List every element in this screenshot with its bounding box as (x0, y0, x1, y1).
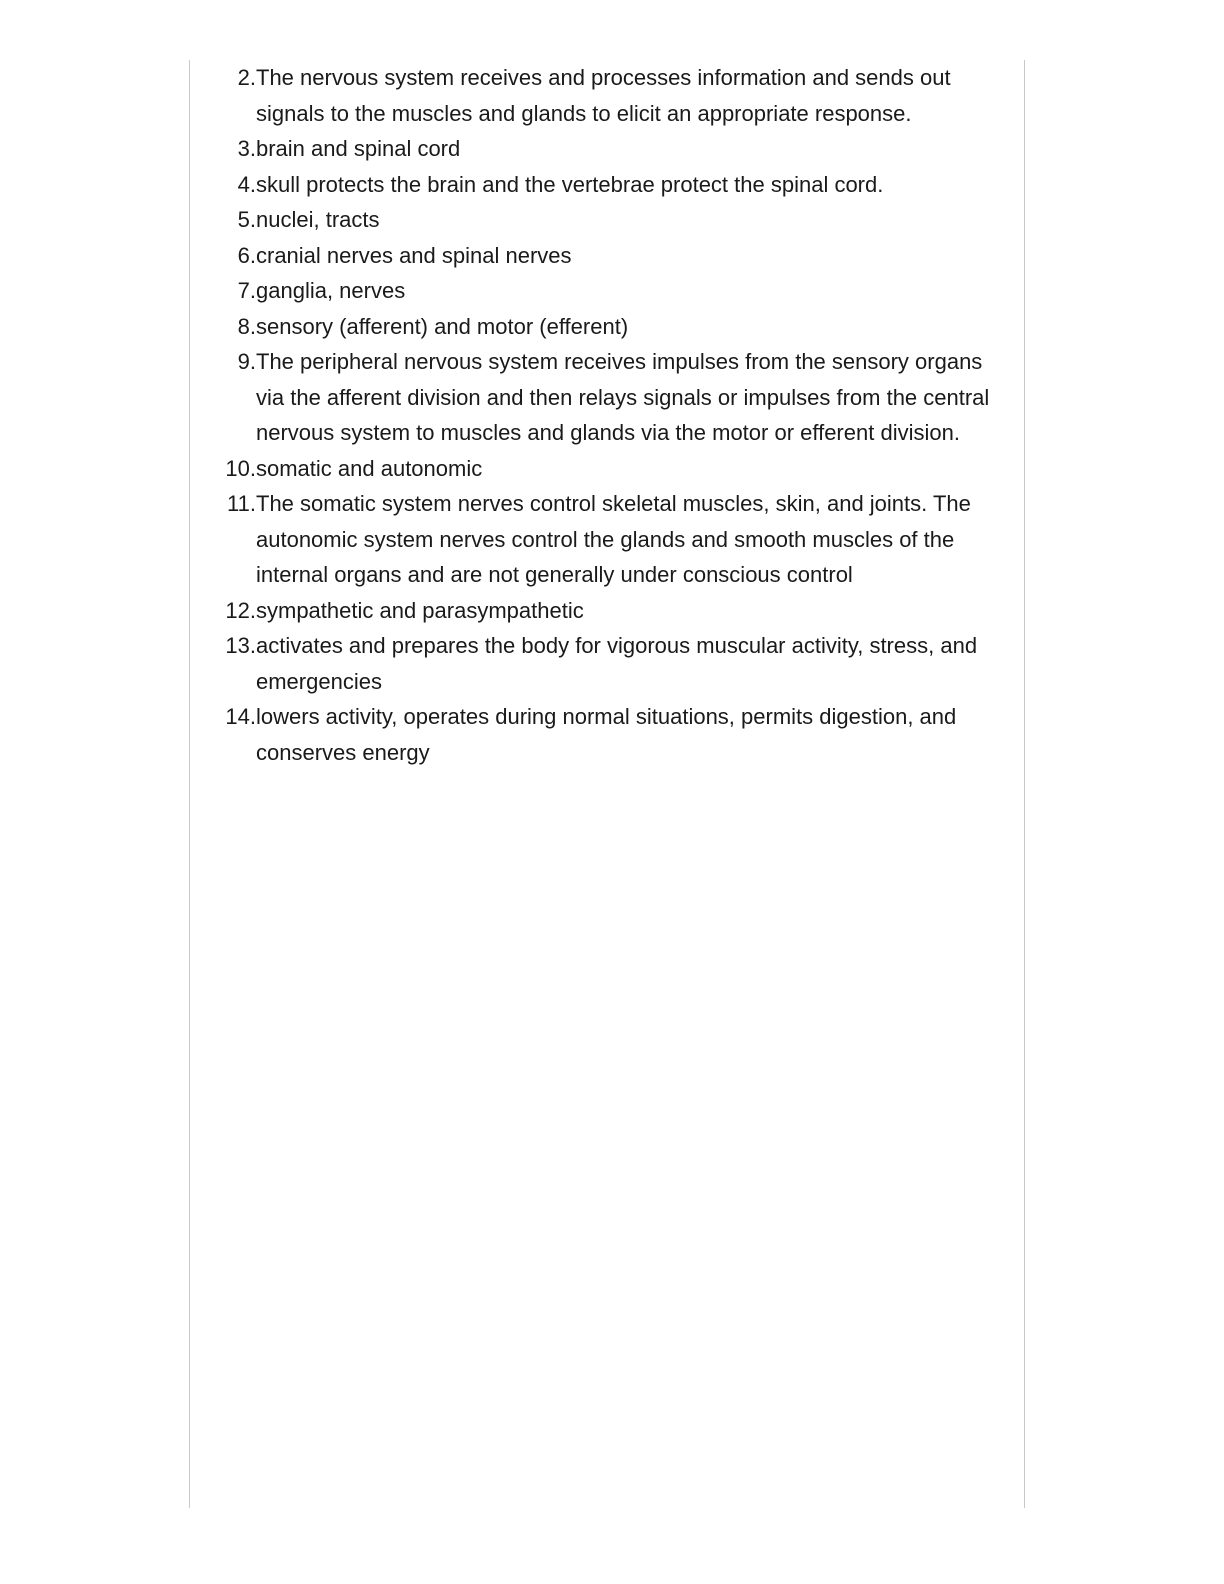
item-number: 12. (225, 597, 256, 623)
item-number: 13. (225, 633, 256, 658)
item-number: 8. (237, 313, 256, 339)
list-item (210, 628, 1000, 699)
list-item (210, 167, 1000, 203)
item-number: 14. (225, 704, 256, 729)
item-number: 5. (237, 207, 256, 232)
item-number: 11. (227, 491, 256, 516)
item-number: 2. (237, 65, 256, 90)
item-text: cranial nerves and spinal nerves (256, 242, 572, 268)
item-text: lowers activity, operates during normal situations, permits digestion, and conserves energy (256, 704, 957, 765)
item-text: The peripheral nervous system receives impulses from the sensory organs via the afferent division and then relays signals or impulses from the central nervous system to muscles and glands via the motor or efferent division. (256, 349, 990, 445)
item-text: sensory (afferent) and motor (efferent) (256, 313, 629, 339)
list-item (210, 238, 1000, 274)
list-item (210, 451, 1000, 487)
item-text: somatic and autonomic (256, 455, 483, 481)
item-number: 10. (225, 455, 256, 481)
item-text: brain and spinal cord (256, 136, 461, 161)
item-text: The somatic system nerves control skeletal muscles, skin, and joints. The autonomic system nerves control the glands and smooth muscles of the internal organs and are not generally under conscious control (256, 491, 971, 587)
list-item (210, 699, 1000, 770)
item-text: ganglia, nerves (256, 278, 406, 303)
list-item (210, 486, 1000, 593)
list-item (210, 593, 1000, 629)
item-text: nuclei, tracts (256, 207, 380, 232)
item-number: 3. (237, 136, 256, 161)
item-text: sympathetic and parasympathetic (256, 597, 584, 623)
item-number: 7. (237, 278, 256, 303)
list-item (210, 131, 1000, 167)
list-item (210, 202, 1000, 238)
item-text: skull protects the brain and the vertebrae protect the spinal cord. (256, 171, 884, 197)
list-item (210, 273, 1000, 309)
answer-list (210, 60, 1000, 770)
list-item (210, 309, 1000, 345)
item-text: activates and prepares the body for vigorous muscular activity, stress, and emergencies (256, 633, 978, 694)
left-margin-rule (189, 60, 190, 1508)
item-number: 6. (237, 242, 256, 268)
item-number: 9. (237, 349, 256, 374)
item-number: 4. (237, 171, 256, 197)
item-text: The nervous system receives and processes information and sends out signals to the muscles and glands to elicit an appropriate response. (256, 65, 951, 126)
right-margin-rule (1024, 60, 1025, 1508)
list-item (210, 344, 1000, 451)
list-item (210, 60, 1000, 131)
